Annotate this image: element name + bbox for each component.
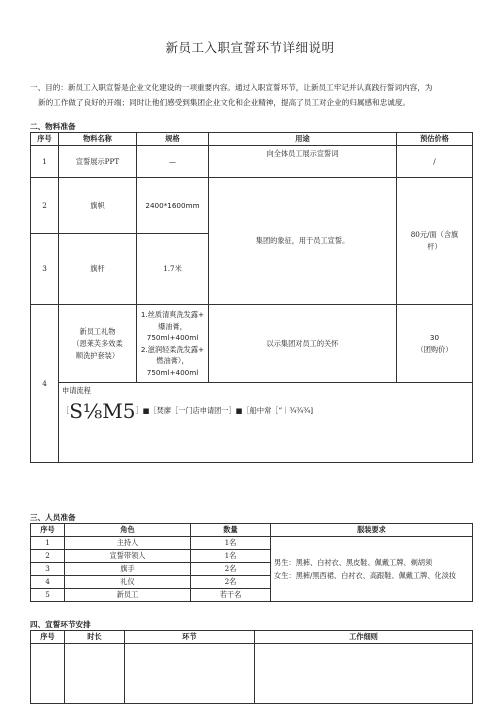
row-number: 3	[31, 563, 65, 576]
col-header-qty: 数量	[191, 524, 271, 537]
spec-line-3: 750ml+400ml	[146, 333, 199, 342]
item-spec: —	[137, 146, 209, 178]
price-line-2: （团购价）	[416, 344, 453, 354]
quantity: 2名	[191, 576, 271, 589]
row-number: 4	[31, 576, 65, 589]
staff-heading: 三、人员准备	[30, 513, 76, 522]
row-number: 4	[31, 305, 59, 463]
purpose-paragraph	[30, 80, 480, 110]
spec-line-6: 750ml+400ml	[146, 367, 199, 377]
materials-header-row	[31, 133, 473, 146]
quantity: 1名	[191, 537, 271, 550]
col-header-no: 序号	[31, 524, 65, 537]
table-row	[31, 146, 473, 178]
item-use: 向全体员工展示宣誓词	[209, 146, 397, 178]
staff-table	[30, 523, 473, 602]
spec-line-2: 爆油膏，	[158, 321, 187, 331]
item-spec	[137, 305, 209, 383]
item-use: 集团的象征，用于员工宣誓。	[209, 178, 397, 305]
dress-code-female: 女生：黑裤/黑西裙、白衬衣、高跟鞋、佩戴工牌、化淡妆	[274, 571, 457, 580]
schedule-table	[30, 630, 473, 704]
role: 主持人	[65, 537, 191, 550]
gift-name-line-2: （恩莱芙多效柔	[72, 338, 123, 348]
item-spec: 1.7米	[137, 234, 209, 305]
row-number: 1	[31, 146, 59, 178]
col-header-details: 工作细则	[255, 631, 473, 644]
staff-header-row	[31, 524, 473, 537]
item-price	[397, 178, 473, 305]
item-use: 以示集团对员工的关怀	[209, 305, 397, 383]
table-row	[31, 178, 473, 234]
schedule-cell	[65, 644, 125, 704]
flow-steps: ］■［焚廖［一门店申请团一］■［船中常［”｜¾¾¾]	[135, 406, 314, 415]
price-line-2: 杆）	[427, 242, 442, 251]
dress-code	[271, 537, 473, 602]
schedule-header-row	[31, 631, 473, 644]
col-header-price: 预估价格	[397, 133, 473, 146]
schedule-cell	[255, 644, 473, 704]
price-line-1: 30	[429, 332, 440, 342]
spec-line-4: 2.滋润轻柔洗发露+	[140, 344, 205, 354]
spec-line-5: 燃油膏），	[156, 356, 189, 365]
quantity: 1名	[191, 550, 271, 563]
application-flow-cell	[59, 383, 473, 463]
price-line-1: 80元/面（含旗	[410, 230, 459, 239]
schedule-cell	[31, 644, 65, 704]
materials-table	[30, 132, 473, 463]
schedule-cell	[125, 644, 255, 704]
table-row	[31, 383, 473, 463]
materials-heading: 二、物料准备	[30, 122, 76, 131]
role: 旗手	[65, 563, 191, 576]
flow-step-start: S⅛M5	[69, 399, 136, 423]
application-flow-diagram	[62, 399, 314, 423]
quantity: 2名	[191, 563, 271, 576]
item-name: 旗帜	[59, 178, 137, 234]
schedule-heading: 四、宣誓环节安排	[30, 620, 91, 629]
row-number: 2	[31, 550, 65, 563]
col-header-dress: 服装要求	[271, 524, 473, 537]
col-header-no: 序号	[31, 133, 59, 146]
row-number: 3	[31, 234, 59, 305]
item-spec: 2400*1600mm	[137, 178, 209, 234]
table-row	[31, 537, 473, 550]
gift-name-line-3: 顺洗护套装）	[75, 350, 120, 360]
gift-name-line-1: 新员工礼物	[79, 326, 116, 336]
item-name: 旗杆	[59, 234, 137, 305]
row-number: 1	[31, 537, 65, 550]
col-header-no: 序号	[31, 631, 65, 644]
table-row	[31, 305, 473, 383]
role: 新员工	[65, 589, 191, 602]
col-header-use: 用途	[209, 133, 397, 146]
role: 礼仪	[65, 576, 191, 589]
item-price: /	[397, 146, 473, 178]
quantity: 若干名	[191, 589, 271, 602]
purpose-line-2: 新的工作做了良好的开端；同时让他们感受到集团企业文化和企业精神，提高了员工对企业的归属感和忠诚度。	[38, 98, 411, 107]
col-header-duration: 时长	[65, 631, 125, 644]
col-header-item: 物料名称	[59, 133, 137, 146]
role: 宣誓带领人	[65, 550, 191, 563]
item-price	[397, 305, 473, 383]
document-title: 新员工入职宣誓环节详细说明	[165, 40, 335, 55]
row-number: 2	[31, 178, 59, 234]
item-name	[59, 305, 137, 383]
application-flow-label: 申请流程	[62, 386, 91, 395]
flow-bracket: ［	[62, 406, 70, 415]
row-number: 5	[31, 589, 65, 602]
purpose-line-1: 一、目的：新员工入职宣誓是企业文化建设的一项重要内容。通过入职宣誓环节，让新员工牢记并认真践行誓词内容，为	[30, 83, 433, 92]
item-name: 宣誓展示PPT	[59, 146, 137, 178]
col-header-spec: 规格	[137, 133, 209, 146]
col-header-role: 角色	[65, 524, 191, 537]
table-row	[31, 644, 473, 704]
dress-code-male: 男生：黑裤、白衬衣、黑皮鞋、佩戴工牌、剃胡须	[274, 558, 433, 567]
spec-line-1: 1.丝质清爽洗发露+	[140, 310, 205, 319]
col-header-segment: 环节	[125, 631, 255, 644]
